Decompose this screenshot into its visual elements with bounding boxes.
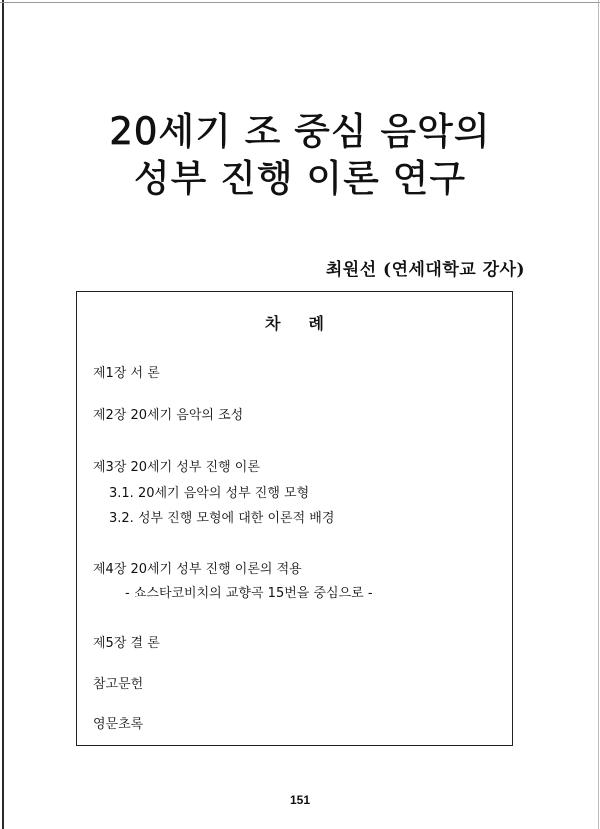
page-edge-top: [0, 2, 600, 3]
author-affiliation: 최원선 (연세대학교 강사): [325, 260, 525, 280]
paper-title-line-1: 20세기 조 중심 음악의: [109, 110, 491, 153]
toc-item-section-3-2: 3.2. 성부 진행 모형에 대한 이론적 배경: [109, 511, 335, 526]
toc-item-chapter-1: 제1장 서 론: [93, 366, 160, 381]
page-number: 151: [289, 793, 311, 807]
toc-item-chapter-3: 제3장 20세기 성부 진행 이론: [93, 460, 260, 475]
toc-item-english-abstract: 영문초록: [93, 717, 144, 732]
table-of-contents-box: [76, 291, 513, 746]
paper-title-line-2: 성부 진행 이론 연구: [133, 157, 467, 200]
toc-item-chapter-5: 제5장 결 론: [93, 636, 160, 651]
toc-item-chapter-2: 제2장 20세기 음악의 조성: [93, 408, 244, 423]
toc-item-references: 참고문헌: [93, 677, 144, 692]
toc-item-chapter-4-subtitle: - 쇼스타코비치의 교향곡 15번을 중심으로 -: [125, 586, 373, 601]
toc-item-section-3-1: 3.1. 20세기 음악의 성부 진행 모형: [109, 486, 310, 501]
toc-heading: 차례: [265, 314, 352, 333]
toc-item-chapter-4: 제4장 20세기 성부 진행 이론의 적용: [93, 562, 302, 577]
